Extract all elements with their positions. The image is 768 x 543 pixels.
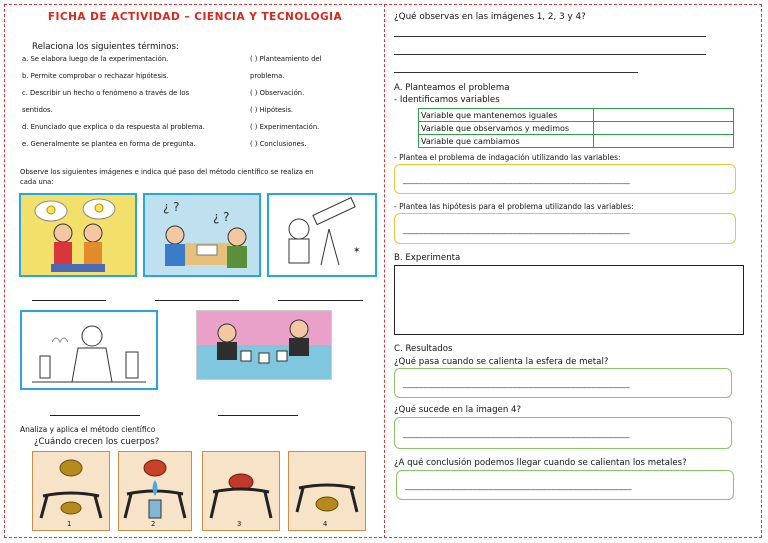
choice-experimentacion[interactable]: ( ) Experimentación.	[250, 123, 320, 131]
hypothesis-answer-box[interactable]	[394, 213, 736, 244]
answer-line-image1[interactable]	[32, 300, 106, 301]
variable-dependent-answer[interactable]	[594, 122, 734, 135]
section-b-heading: B. Experimenta	[394, 253, 461, 263]
image-students-lab	[196, 310, 332, 380]
choice-hipotesis[interactable]: ( ) Hipótesis.	[250, 106, 294, 114]
stove-number-4: 4	[323, 520, 328, 528]
item-a: a. Se elabora luego de la experimentación.	[22, 55, 169, 63]
item-e: e. Generalmente se plantea en forma de pregunta.	[22, 140, 196, 148]
table-row	[419, 135, 734, 148]
item-c-cont: sentidos.	[22, 106, 53, 114]
conclusion-answer-box[interactable]	[396, 470, 734, 500]
variable-dependent: Variable que observamos y medimos	[419, 122, 594, 135]
main-question: ¿Cuándo crecen los cuerpos?	[34, 437, 160, 447]
experiment-box[interactable]	[394, 265, 744, 335]
variable-independent: Variable que cambiamos	[419, 135, 594, 148]
stove-number-3: 3	[237, 520, 242, 528]
item-c: c. Describir un hecho o fenómeno a través de los	[22, 89, 190, 97]
variable-constant-answer[interactable]	[594, 109, 734, 122]
choice-conclusiones[interactable]: ( ) Conclusiones.	[250, 140, 307, 148]
item-d: d. Enunciado que explica o da respuesta al problema.	[22, 123, 205, 131]
svg-text:✶: ✶	[353, 246, 361, 256]
section-c-heading: C. Resultados	[394, 344, 453, 354]
answer-line-observas-1[interactable]	[394, 36, 706, 37]
plantea-problema-instruction: - Plantea el problema de indagación utilizando las variables:	[394, 153, 621, 162]
imagen4-answer-box[interactable]	[394, 417, 732, 449]
table-row	[419, 109, 734, 122]
choice-observacion[interactable]: ( ) Observación.	[250, 89, 305, 97]
imagen4-answer-line: ______________________________________________________	[403, 429, 630, 438]
answer-line-observas-2[interactable]	[394, 54, 706, 55]
image-scientist-experiment	[20, 310, 158, 390]
question-observas: ¿Qué observas en las imágenes 1, 2, 3 y 4?	[394, 12, 586, 22]
answer-line-image2[interactable]	[155, 300, 239, 301]
problem-answer-line: ______________________________________________________	[403, 175, 630, 184]
hypothesis-answer-line: ______________________________________________________	[403, 225, 630, 234]
esfera-answer-box[interactable]	[394, 368, 732, 398]
variable-constant: Variable que mantenemos iguales	[419, 109, 594, 122]
answer-line-image5[interactable]	[218, 415, 298, 416]
question-esfera: ¿Qué pasa cuando se calienta la esfera de metal?	[394, 357, 609, 367]
item-b: b. Permite comprobar o rechazar hipótesis.	[22, 72, 169, 80]
choice-problema-cont: problema.	[250, 72, 285, 80]
worksheet-title: FICHA DE ACTIVIDAD – CIENCIA Y TECNOLOGIA	[47, 11, 343, 23]
choice-planteamiento[interactable]: ( ) Planteamiento del	[250, 55, 322, 63]
svg-text:¿ ?: ¿ ?	[213, 210, 230, 224]
image-child-telescope	[267, 193, 377, 277]
answer-line-observas-3[interactable]	[394, 72, 638, 73]
image-children-reading	[143, 193, 261, 277]
question-conclusion: ¿A qué conclusión podemos llegar cuando se calientan los metales?	[394, 458, 687, 468]
variable-independent-answer[interactable]	[594, 135, 734, 148]
plantea-hipotesis-instruction: - Plantea las hipótesis para el problema utilizando las variables:	[394, 202, 634, 211]
variables-table	[418, 108, 734, 148]
stove-number-1: 1	[67, 520, 72, 528]
analiza-heading: Analiza y aplica el método científico	[20, 425, 156, 434]
question-imagen4: ¿Qué sucede en la imagen 4?	[394, 405, 522, 415]
observe-instruction: Observe los siguientes imágenes e indica qué paso del método científico se realiza en	[20, 168, 314, 176]
problem-answer-box[interactable]	[394, 164, 736, 194]
observe-instruction-cont: cada una:	[20, 178, 54, 186]
column-divider	[384, 4, 385, 538]
stove-image-4	[288, 451, 366, 531]
conclusion-answer-line: ______________________________________________________	[405, 481, 632, 490]
stove-image-1	[32, 451, 110, 531]
stove-image-2	[118, 451, 192, 531]
table-row	[419, 122, 734, 135]
answer-line-image4[interactable]	[50, 415, 140, 416]
esfera-answer-line: ______________________________________________________	[403, 379, 630, 388]
stove-image-3	[202, 451, 280, 531]
answer-line-image3[interactable]	[278, 300, 363, 301]
stove-number-2: 2	[151, 520, 156, 528]
identify-variables: - Identificamos variables	[394, 95, 500, 105]
svg-text:¿ ?: ¿ ?	[163, 200, 180, 214]
image-children-thinking	[19, 193, 137, 277]
relate-instruction: Relaciona los siguientes términos:	[32, 42, 179, 52]
section-a-heading: A. Planteamos el problema	[394, 83, 510, 93]
